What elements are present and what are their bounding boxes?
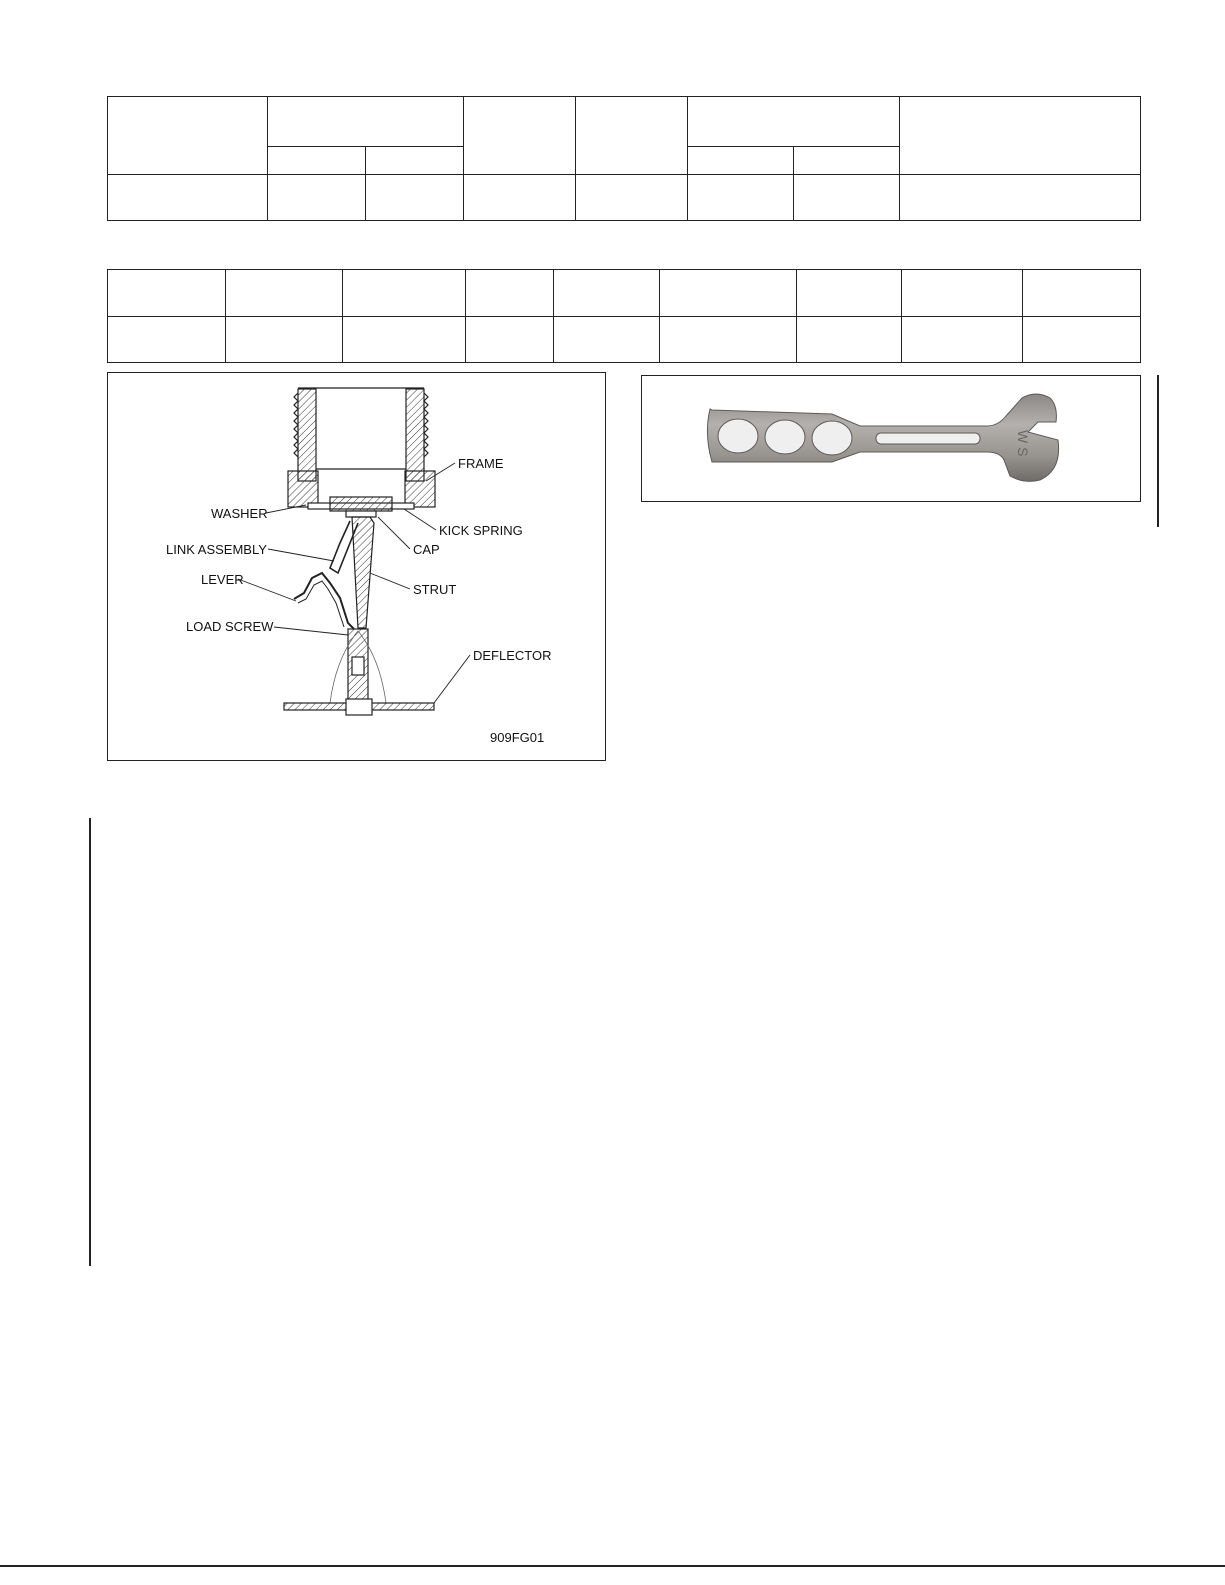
table1-header-cell	[688, 97, 900, 147]
table1-cell	[576, 175, 688, 221]
change-bar-right	[1157, 375, 1159, 527]
wrench-image	[642, 376, 1140, 501]
figure-id: 909FG01	[490, 730, 545, 745]
table2-header-cell	[343, 270, 466, 317]
table1-cell	[366, 175, 464, 221]
table1-header-cell	[900, 97, 1141, 175]
label-kick-spring: KICK SPRING	[439, 523, 523, 538]
table2-header-cell	[466, 270, 554, 317]
table1-cell	[688, 175, 794, 221]
table2-cell	[226, 317, 343, 363]
table2-header-cell	[108, 270, 226, 317]
table2-cell	[902, 317, 1023, 363]
change-bar-left	[89, 818, 91, 1266]
label-load-screw: LOAD SCREW	[186, 619, 274, 634]
label-washer: WASHER	[211, 506, 268, 521]
footer-rule	[0, 1565, 1225, 1567]
table1-subheader-cell	[794, 147, 900, 175]
table2-cell	[1023, 317, 1141, 363]
table2-header-cell	[226, 270, 343, 317]
wrench-stamp: W S	[1015, 430, 1031, 457]
wrench-panel	[641, 375, 1141, 502]
table1-cell	[900, 175, 1141, 221]
table2-header-cell	[902, 270, 1023, 317]
table1-cell	[794, 175, 900, 221]
label-deflector: DEFLECTOR	[473, 648, 552, 663]
label-frame: FRAME	[458, 456, 504, 471]
table1-cell	[108, 175, 268, 221]
specification-table-2	[107, 269, 1141, 363]
specification-table-1	[107, 96, 1141, 221]
table2-cell	[108, 317, 226, 363]
table2-cell	[797, 317, 902, 363]
sprinkler-diagram-panel	[107, 372, 606, 761]
table1-header-cell	[108, 97, 268, 175]
table2-cell	[343, 317, 466, 363]
table2-header-cell	[797, 270, 902, 317]
table2-cell	[660, 317, 797, 363]
table1-header-cell	[576, 97, 688, 175]
label-strut: STRUT	[413, 582, 457, 597]
table2-cell	[466, 317, 554, 363]
table1-cell	[464, 175, 576, 221]
label-cap: CAP	[413, 542, 440, 557]
table1-subheader-cell	[268, 147, 366, 175]
table2-header-cell	[554, 270, 660, 317]
table1-header-cell	[464, 97, 576, 175]
label-link-assembly: LINK ASSEMBLY	[166, 542, 267, 557]
label-lever: LEVER	[201, 572, 244, 587]
table1-cell	[268, 175, 366, 221]
sprinkler-diagram	[108, 373, 605, 760]
table1-header-cell	[268, 97, 464, 147]
table1-subheader-cell	[366, 147, 464, 175]
table1-subheader-cell	[688, 147, 794, 175]
table2-header-cell	[660, 270, 797, 317]
table2-header-cell	[1023, 270, 1141, 317]
table2-cell	[554, 317, 660, 363]
